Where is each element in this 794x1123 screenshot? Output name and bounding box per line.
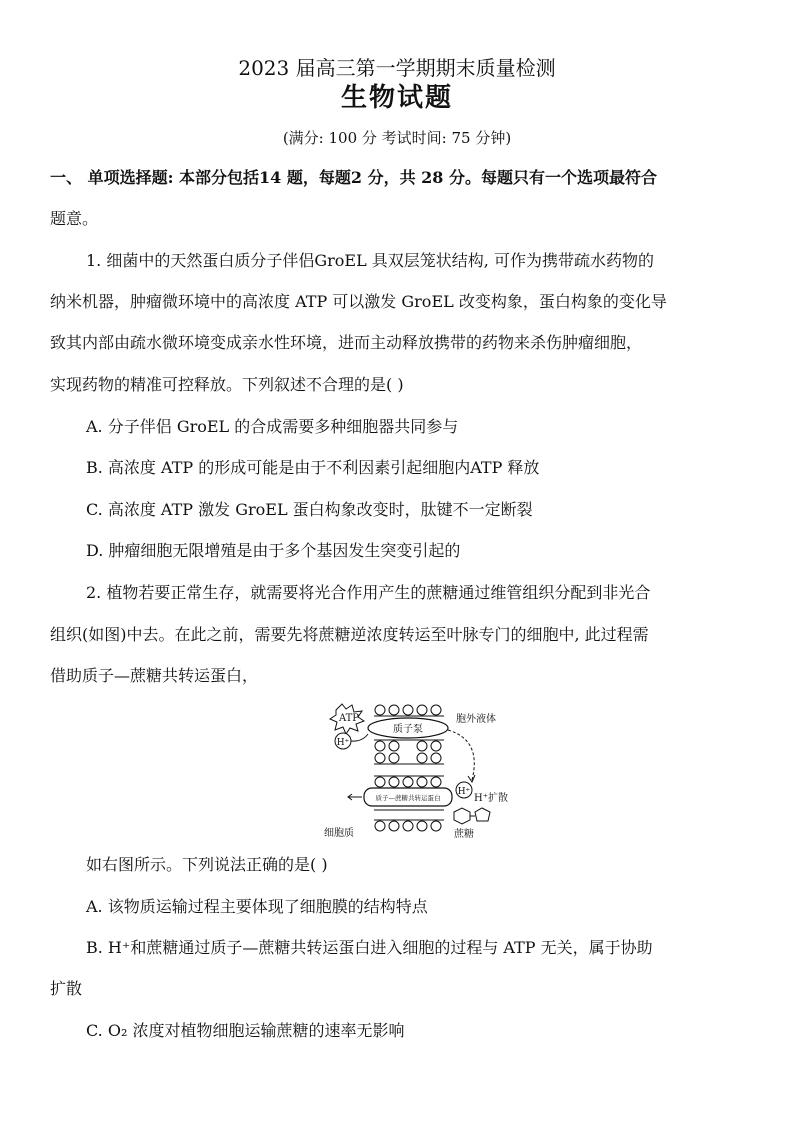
atp-label: ATP <box>338 713 360 724</box>
h-plus-label-diffusion: H⁺ <box>457 787 471 797</box>
exam-meta: (满分: 100 分 考试时间: 75 分钟) <box>282 129 512 147</box>
q1-line-1: 1. 细菌中的天然蛋白质分子伴侣GroEL 具双层笼状结构, 可作为携带疏水药物的 <box>86 251 654 270</box>
q2-option-a: A. 该物质运输过程主要体现了细胞膜的结构特点 <box>86 897 428 916</box>
proton-sucrose-cotransport-diagram <box>322 700 522 842</box>
h-plus-label-pump: H⁺ <box>336 738 350 748</box>
h-plus-diffusion-label: H⁺扩散 <box>474 793 508 804</box>
section-heading-line1: 一、 单项选择题: 本部分包括14 题，每题2 分，共 28 分。每题只有一个选项最符合 <box>50 168 657 187</box>
q2-line-3: 借助质子—蔗糖共转运蛋白， <box>50 666 259 685</box>
cotransporter-label: 质子—蔗糖共转运蛋白 <box>375 794 441 802</box>
q1-option-c: C. 高浓度 ATP 激发 GroEL 蛋白构象改变时，肽键不一定断裂 <box>86 500 533 519</box>
q2-line-2: 组织(如图)中去。在此之前，需要先将蔗糖逆浓度转运至叶脉专门的细胞中, 此过程需 <box>50 625 649 644</box>
q1-option-d: D. 肿瘤细胞无限增殖是由于多个基因发生突变引起的 <box>86 541 461 560</box>
sucrose-pentagon-icon <box>475 808 490 821</box>
section-heading-line2: 题意。 <box>50 209 99 228</box>
q1-option-b: B. 高浓度 ATP 的形成可能是由于不利因素引起细胞内ATP 释放 <box>86 458 540 477</box>
exam-title: 2023 届高三第一学期期末质量检测 <box>238 56 556 80</box>
sucrose-label: 蔗糖 <box>454 829 474 840</box>
q2-line-4: 如右图所示。下列说法正确的是( ) <box>86 855 328 874</box>
extracellular-label: 胞外液体 <box>456 714 496 725</box>
q1-line-4: 实现药物的精准可控释放。下列叙述不合理的是( ) <box>50 375 404 394</box>
q2-option-b: B. H⁺和蔗糖通过质子—蔗糖共转运蛋白进入细胞的过程与 ATP 无关，属于协助 <box>86 938 653 957</box>
q2-option-b-cont: 扩散 <box>50 979 83 998</box>
sucrose-hexagon-icon <box>454 808 470 824</box>
proton-pump-label: 质子泵 <box>393 724 423 735</box>
cytoplasm-label: 细胞质 <box>324 828 354 839</box>
q2-option-c: C. O₂ 浓度对植物细胞运输蔗糖的速率无影响 <box>86 1021 405 1040</box>
q1-line-3: 致其内部由疏水微环境变成亲水性环境，进而主动释放携带的药物来杀伤肿瘤细胞， <box>50 333 643 352</box>
subject-title: 生物试题 <box>340 83 453 113</box>
q1-option-a: A. 分子伴侣 GroEL 的合成需要多种细胞器共同参与 <box>86 417 459 436</box>
q2-line-1: 2. 植物若要正常生存，就需要将光合作用产生的蔗糖通过维管组织分配到非光合 <box>86 583 651 602</box>
diffusion-arrow <box>448 730 474 780</box>
q1-line-2: 纳米机器，肿瘤微环境中的高浓度 ATP 可以激发 GroEL 改变构象，蛋白构象的变化导 <box>50 292 667 311</box>
